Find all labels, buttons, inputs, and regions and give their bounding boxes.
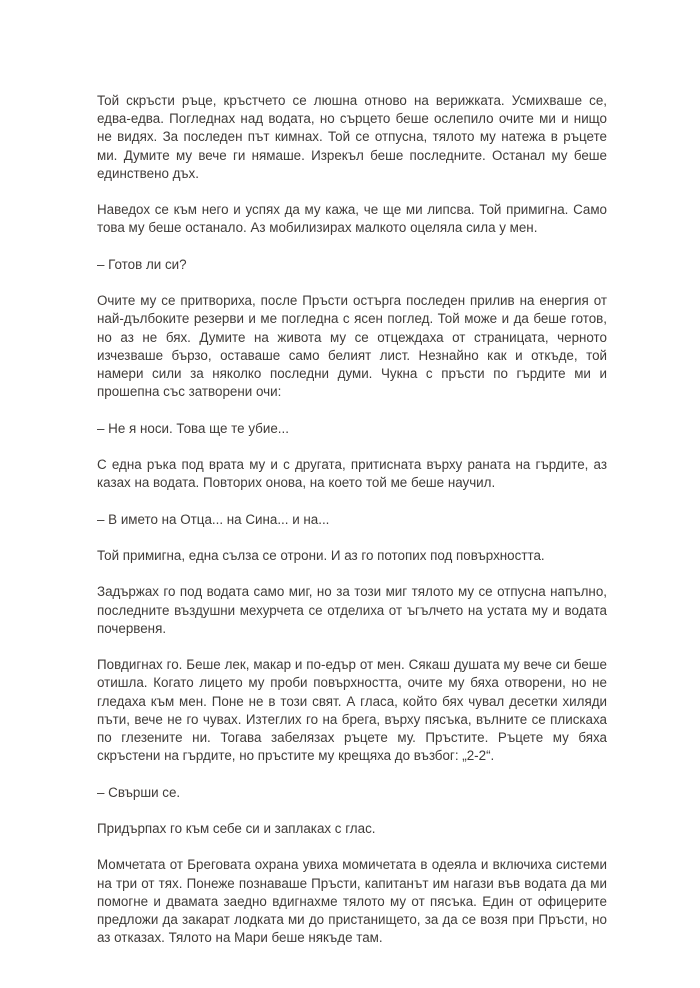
paragraph-3: Очите му се притвориха, после Пръсти остърга последен прилив на енергия от най-дълбоките резерви и ме погледна с ясен поглед. Той може и да беше готов, но аз не бях. Думите на живота му се отцеждаха от страницата, черното изчезваше бързо, оставаше само белият лист. Незнайно как и откъде, той намери сили за няколко последни думи. Чукна с пръсти по гърдите ми и прошепна със затворени очи:	[97, 293, 607, 400]
paragraph-8: Придърпах го към себе си и заплаках с глас.	[97, 820, 376, 836]
paragraph-7: Повдигнах го. Беше лек, макар и по-едър от мен. Сякаш душата му вече си беше отишла. Когато лицето му проби повърхността, очите му бяха отворени, но не гледаха към мен. Поне не в този свят. А гласа, който бях чувал десетки хиляди пъти, вече не го чувах. Изтеглих го на брега, върху пясъка, вълните се плискаха по глезените ни. Тогава забелязах ръцете му. Пръстите. Ръцете му бяха скръстени на гърдите, но пръстите му крещяха до възбог: „2-2“.	[97, 657, 607, 764]
dialogue-line-4: – Свърши се.	[97, 784, 181, 800]
paragraph-2: Наведох се към него и успях да му кажа, че ще ми липсва. Той примигна. Само това му беше останало. Аз мобилизирах малкото оцеляла сила у мен.	[97, 202, 607, 236]
dialogue-line-2: – Не я носи. Това ще те убие...	[97, 420, 289, 436]
paragraph-5: Той примигна, една сълза се отрони. И аз го потопих под повърхността.	[97, 547, 545, 563]
document-page	[97, 92, 607, 966]
paragraph-4: С една ръка под врата му и с другата, притисната върху раната на гърдите, аз казах на водата. Повторих онова, на което той ме беше научил.	[97, 456, 607, 491]
paragraph-6: Задържах го под водата само миг, но за този миг тялото му се отпусна напълно, последните въздушни мехурчета се отделиха от ъгълчето на устата му и водата почервеня.	[97, 584, 607, 636]
paragraph-1: Той скръсти ръце, кръстчето се люшна отново на верижката. Усмихваше се, едва-едва. Погледнах над водата, но сърцето беше ослепило очите ми и нищо не видях. За последен път кимнах. Той се отпусна, тялото му натежа в ръцете ми. Думите му вече ги нямаше. Изрекъл беше последните. Останал му беше единствено дъх.	[97, 93, 607, 181]
dialogue-line-1: – Готов ли си?	[97, 256, 187, 272]
paragraph-9: Момчетата от Бреговата охрана увиха момичетата в одеяла и включиха системи на три от тях. Понеже познаваше Пръсти, капитанът им нагази във водата да ми помогне и двамата заедно вдигнахме тялото му от пясъка. Един от офицерите предложи да закарат лодката ми до пристанището, за да се возя при Пръсти, но аз отказах. Тялото на Мари беше някъде там.	[97, 857, 607, 946]
dialogue-line-3: – В името на Отца... на Сина... и на...	[97, 511, 330, 527]
